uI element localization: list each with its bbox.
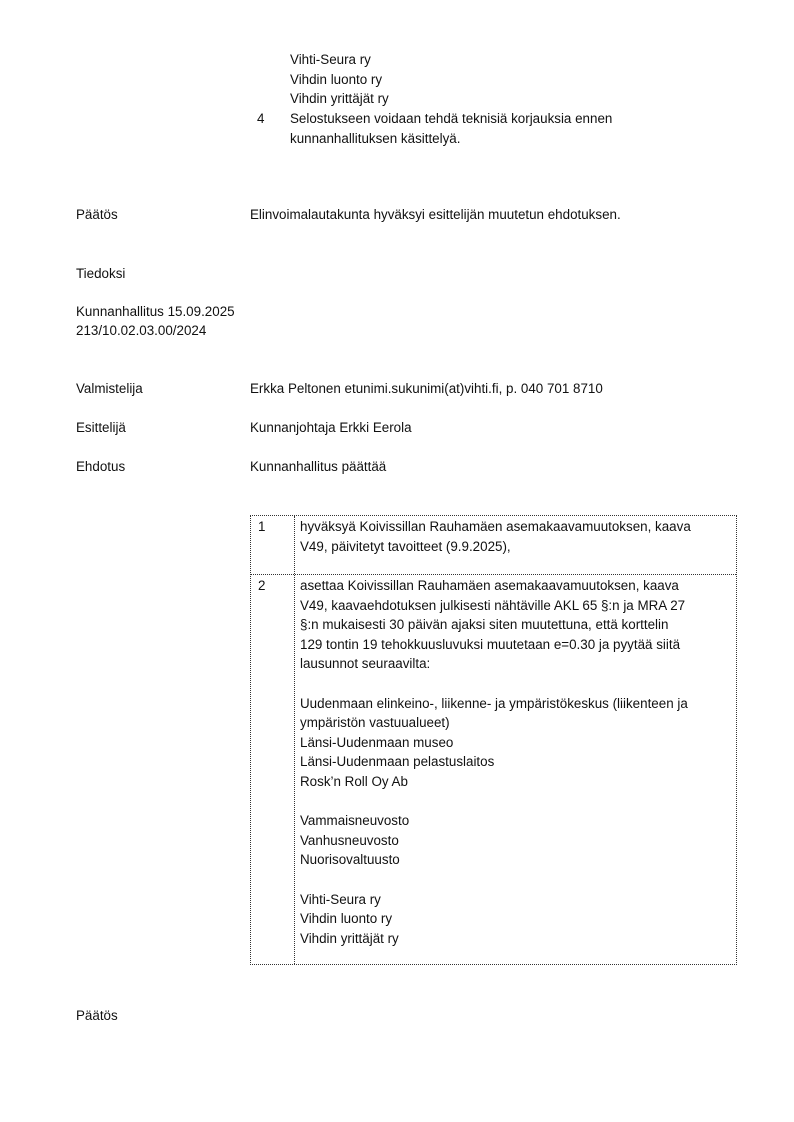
case-number: 213/10.02.03.00/2024 [76,323,207,338]
list-item: Vihti-Seura ry [290,52,371,67]
presenter-label: Esittelijä [76,420,126,435]
decision-text: Elinvoimalautakunta hyväksyi esittelijän muutetun ehdotuksen. [250,207,621,222]
row-text-line: hyväksyä Koivissillan Rauhamäen asemakaavamuutoksen, kaava [300,519,691,534]
continued-recipient-list [290,50,389,109]
row-text-line: V49, kaavaehdotuksen julkisesti nähtäville AKL 65 §:n ja MRA 27 [300,597,686,613]
table-row [300,576,732,948]
recipient-item: Länsi-Uudenmaan museo [300,734,454,750]
preparer-text: Erkka Peltonen etunimi.sukunimi(at)vihti.fi, p. 040 701 8710 [250,381,603,396]
column-divider [294,516,295,964]
row-divider [251,574,736,575]
row-number: 2 [258,578,266,593]
item-text-line: Selostukseen voidaan tehdä teknisiä korjauksia ennen [290,111,613,126]
item-text [290,109,612,148]
list-item: Vihdin yrittäjät ry [290,91,389,107]
blank-line [300,792,732,812]
blank-line [300,870,732,890]
recipient-item: Vammaisneuvosto [300,813,410,829]
for-information-heading: Tiedoksi [76,266,126,281]
item-text-line: kunnanhallituksen käsittelyä. [290,130,461,146]
list-item: Vihdin luonto ry [290,71,383,87]
proposal-text: Kunnanhallitus päättää [250,459,387,474]
blank-line [300,674,732,694]
recipient-item: Länsi-Uudenmaan pelastuslaitos [300,754,495,770]
row-number: 1 [258,519,266,534]
recipient-item: ympäristön vastuualueet) [300,715,450,731]
row-text-line: 129 tontin 19 tehokkuusluvuksi muutetaan e=0.30 ja pyytää siitä [300,636,681,652]
recipient-item: Vanhusneuvosto [300,832,399,848]
recipient-item: Vihti-Seura ry [300,891,381,907]
table-row [300,517,732,556]
item-number: 4 [257,111,265,126]
proposal-label: Ehdotus [76,459,126,474]
proposal-table [250,515,737,965]
row-text-line: V49, päivitetyt tavoitteet (9.9.2025), [300,538,511,554]
recipient-item: Rosk’n Roll Oy Ab [300,773,408,789]
row-text-line: lausunnot seuraavilta: [300,656,431,672]
presenter-text: Kunnanjohtaja Erkki Eerola [250,420,412,435]
row-text-line: asettaa Koivissillan Rauhamäen asemakaavamuutoksen, kaava [300,578,679,593]
decision-label: Päätös [76,207,118,222]
meeting-body-date: Kunnanhallitus 15.09.2025 [76,304,235,319]
recipient-item: Vihdin luonto ry [300,911,393,927]
row-text-line: §:n mukaisesti 30 päivän ajaksi siten muutettuna, että korttelin [300,617,669,633]
recipient-item: Uudenmaan elinkeino-, liikenne- ja ympäristökeskus (liikenteen ja [300,695,688,711]
decision-label: Päätös [76,1008,118,1023]
recipient-item: Vihdin yrittäjät ry [300,930,399,946]
preparer-label: Valmistelija [76,381,143,396]
recipient-item: Nuorisovaltuusto [300,852,400,868]
